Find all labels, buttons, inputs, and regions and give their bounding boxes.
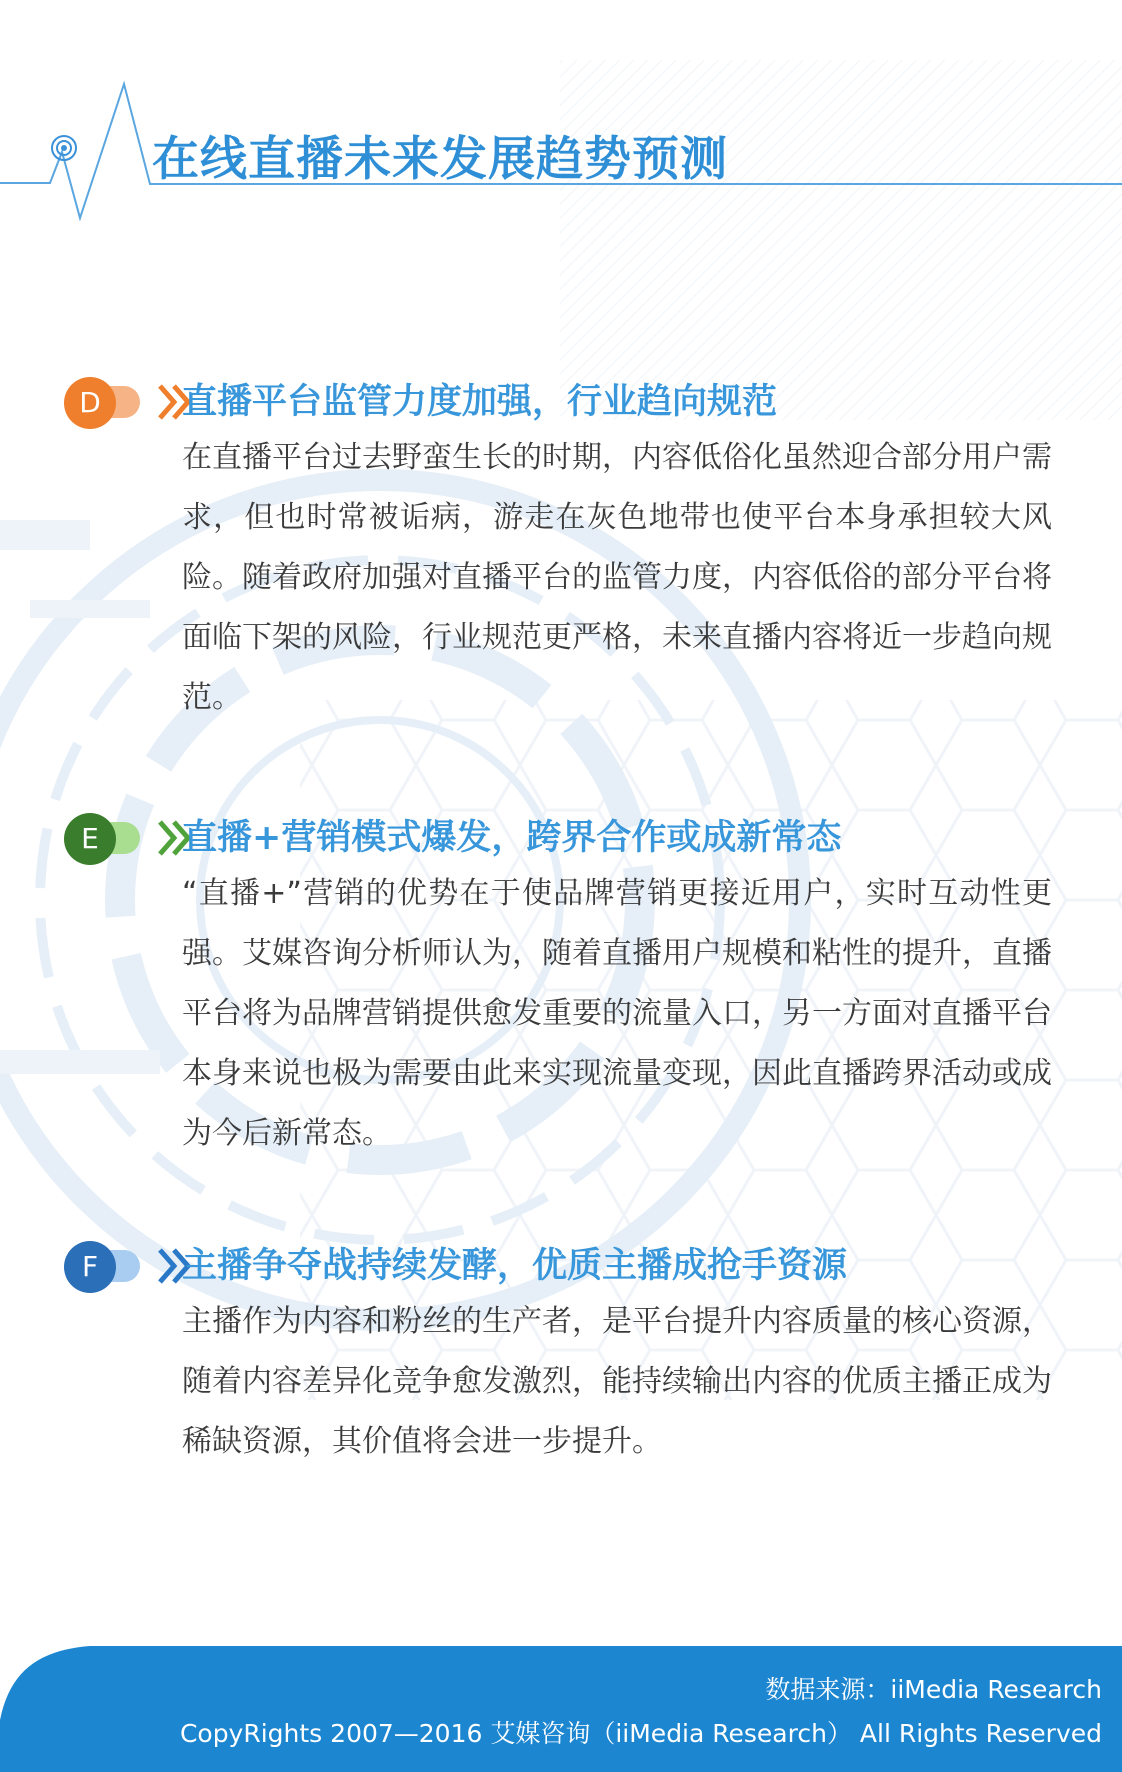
section-e-marker [32,808,192,868]
footer-band [0,1640,1122,1772]
data-source: 数据来源：iiMedia Research [765,1675,1102,1704]
page-footer [0,1640,1122,1772]
section-title: 主播争夺战持续发酵，优质主播成抢手资源 [182,1246,848,1286]
badge-d: D [64,377,116,429]
section-body: 在直播平台过去野蛮生长的时期，内容低俗化虽然迎合部分用户需求，但也时常被诟病，游走在灰色地带也使平台本身承担较大风险。随着政府加强对直播平台的监管力度，内容低俗的部分平台将面临下架的风险，行业规范更严格，未来直播内容将近一步趋向规范。 [182,440,1052,715]
section-title: 直播+营销模式爆发，跨界合作或成新常态 [182,818,842,858]
section-body: 主播作为内容和粉丝的生产者，是平台提升内容质量的核心资源，随着内容差异化竞争愈发激烈，能持续输出内容的优质主播正成为稀缺资源，其价值将会进一步提升。 [182,1304,1052,1459]
page-header [0,60,1122,230]
section-d-marker [32,372,192,432]
section-title: 直播平台监管力度加强，行业趋向规范 [182,382,778,422]
page-title: 在线直播未来发展趋势预测 [152,132,728,187]
section-f-marker [32,1236,192,1296]
badge-e: E [64,813,116,865]
copyright: CopyRights 2007—2016 艾媒咨询（iiMedia Research） All Rights Reserved [179,1719,1102,1748]
section-body: “直播+”营销的优势在于使品牌营销更接近用户，实时互动性更强。艾媒咨询分析师认为，随着直播用户规模和粘性的提升，直播平台将为品牌营销提供愈发重要的流量入口，另一方面对直播平台本身来说也极为需要由此来实现流量变现，因此直播跨界活动或成为今后新常态。 [182,876,1052,1151]
badge-f: F [64,1241,116,1293]
